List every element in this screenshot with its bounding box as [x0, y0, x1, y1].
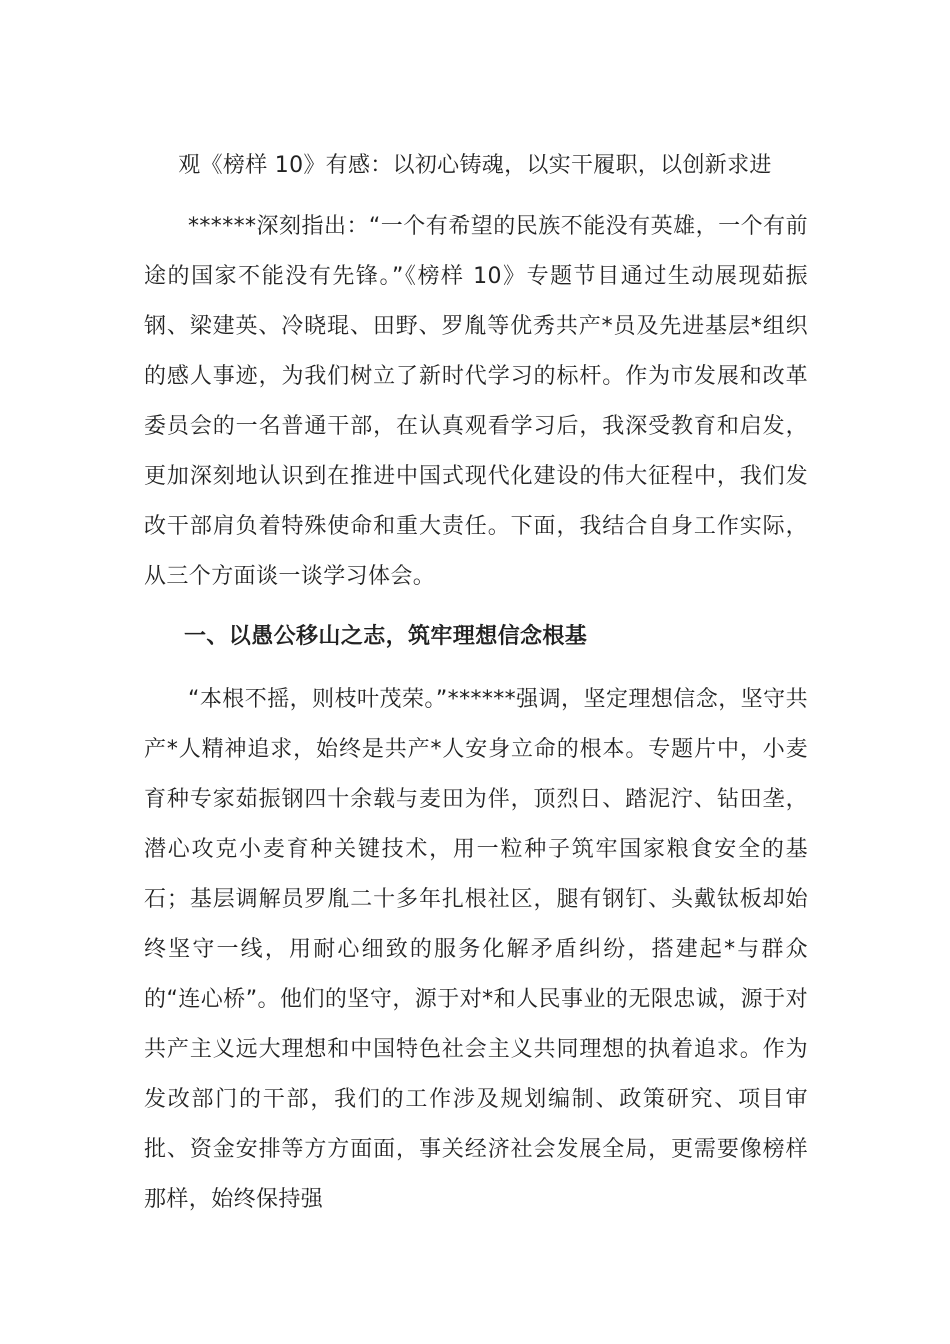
intro-paragraph: ******深刻指出：“一个有希望的民族不能没有英雄，一个有前途的国家不能没有先锋。”《榜样 10》专题节目通过生动展现茹振钢、梁建英、冷晓琨、田野、罗胤等优秀共产*员及先进基层*组织的感人事迹，为我们树立了新时代学习的标杆。作为市发展和改革委员会的一名普通干部，在认真观看学习后，我深受教育和启发，更加深刻地认识到在推进中国式现代化建设的伟大征程中，我们发改干部肩负着特殊使命和重大责任。下面，我结合自身工作实际，从三个方面谈一谈学习体会。	[144, 214, 808, 589]
section-heading: 一、以愚公移山之志，筑牢理想信念根基	[184, 624, 588, 649]
section-paragraph: “本根不摇，则枝叶茂荣。”******强调，坚定理想信念，坚守共产*人精神追求，始终是共产*人安身立命的根本。专题片中，小麦育种专家茹振钢四十余载与麦田为伴，顶烈日、踏泥泞、钻田垄，潜心攻克小麦育种关键技术，用一粒种子筑牢国家粮食安全的基石；基层调解员罗胤二十多年扎根社区，腿有钢钉、头戴钛板却始终坚守一线，用耐心细致的服务化解矛盾纠纷，搭建起*与群众的“连心桥”。他们的坚守，源于对*和人民事业的无限忠诚，源于对共产主义远大理想和中国特色社会主义共同理想的执着追求。作为发改部门的干部，我们的工作涉及规划编制、政策研究、项目审批、资金安排等方方面面，事关经济社会发展全局，更需要像榜样那样，始终保持强	[144, 687, 808, 1212]
document-title: 观《榜样 10》有感：以初心铸魂，以实干履职，以创新求进	[178, 153, 772, 178]
